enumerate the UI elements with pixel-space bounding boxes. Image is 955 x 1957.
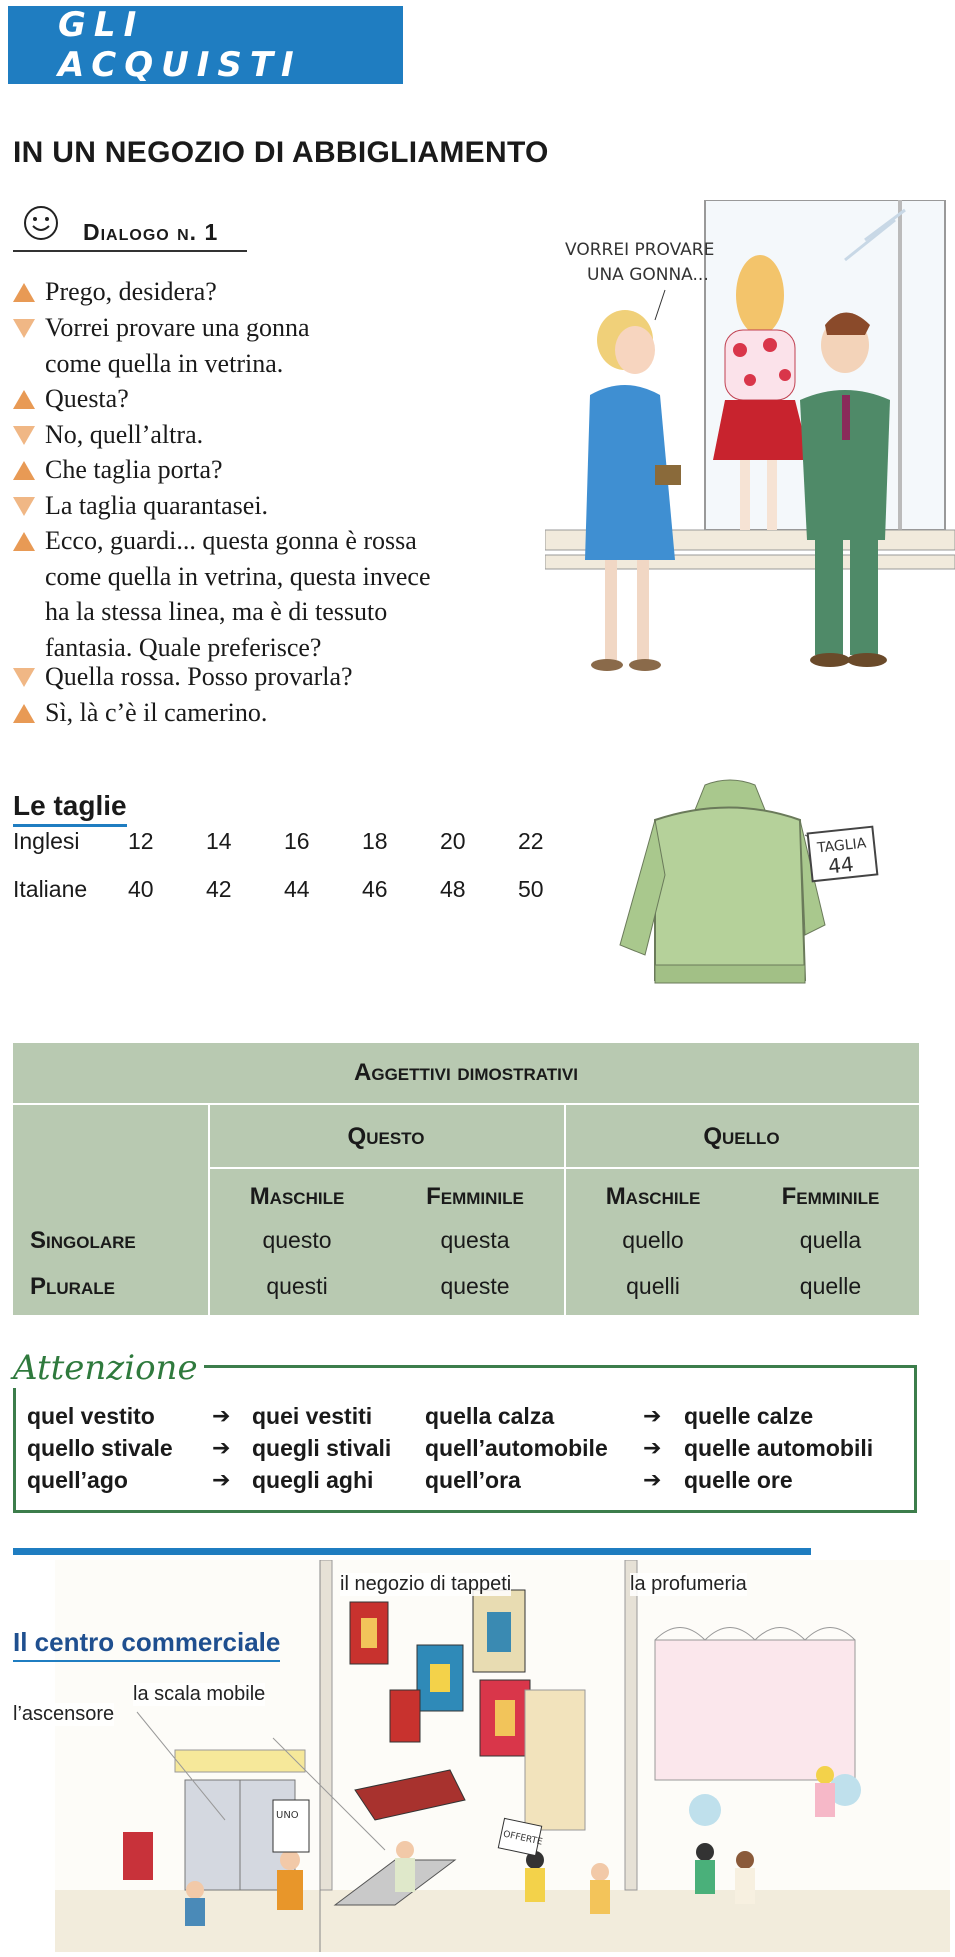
dialog-text: No, quell’altra. bbox=[45, 420, 204, 449]
col-header-quello: Quello bbox=[703, 1123, 780, 1150]
dialog-line bbox=[13, 695, 267, 730]
dialog-heading bbox=[13, 205, 247, 252]
dialog-title: Dialogo n. 1 bbox=[83, 219, 219, 245]
attention-to: quei vestiti bbox=[252, 1403, 373, 1429]
col-header-maschile: Maschile bbox=[605, 1183, 701, 1210]
size-cell: 50 bbox=[518, 876, 544, 902]
arrow-right-icon: ➔ bbox=[212, 1403, 231, 1428]
attention-to: quegli aghi bbox=[252, 1467, 374, 1493]
table-title: Aggettivi dimostrativi bbox=[354, 1059, 578, 1086]
sign-uno: UNO bbox=[276, 1810, 299, 1821]
dialog-line: ha la stessa linea, ma è di tessuto bbox=[45, 597, 388, 626]
section-divider bbox=[13, 1548, 811, 1555]
size-cell: 40 bbox=[128, 876, 154, 902]
page-banner: GLI ACQUISTI bbox=[8, 6, 403, 84]
triangle-up-icon bbox=[13, 532, 35, 551]
smiley-icon bbox=[23, 205, 59, 241]
size-cell: 42 bbox=[206, 876, 232, 902]
attention-to: quelle calze bbox=[684, 1403, 814, 1429]
attention-from: quell’automobile bbox=[425, 1435, 608, 1461]
table-cell: quelli bbox=[626, 1273, 680, 1299]
label-negozio-tappeti: il negozio di tappeti bbox=[340, 1573, 512, 1595]
mall-title: Il centro commerciale bbox=[13, 1627, 280, 1662]
attention-to: quelle automobili bbox=[684, 1435, 874, 1461]
col-header-femminile: Femminile bbox=[426, 1183, 524, 1210]
table-cell: queste bbox=[440, 1273, 510, 1299]
label-scala-mobile: la scala mobile bbox=[133, 1683, 266, 1705]
row-header-plurale: Plurale bbox=[30, 1273, 115, 1300]
shop-illustration bbox=[545, 200, 955, 680]
size-cell: 18 bbox=[362, 828, 388, 854]
dialog-text: La taglia quarantasei. bbox=[45, 491, 269, 520]
dialog-line bbox=[13, 274, 217, 309]
triangle-up-icon bbox=[13, 390, 35, 409]
attention-from: quell’ora bbox=[425, 1467, 521, 1493]
dialog-line bbox=[13, 381, 129, 416]
table-cell: questa bbox=[440, 1227, 510, 1253]
dialog-line bbox=[13, 488, 268, 523]
sweater-illustration bbox=[615, 775, 885, 1005]
label-ascensore: l’ascensore bbox=[13, 1703, 115, 1725]
col-header-femminile: Femminile bbox=[781, 1183, 880, 1210]
triangle-up-icon bbox=[13, 283, 35, 302]
table-cell: questi bbox=[266, 1273, 328, 1299]
triangle-up-icon bbox=[13, 704, 35, 723]
sizes-row-label-inglesi: Inglesi bbox=[13, 828, 80, 854]
mall-illustration bbox=[55, 1560, 950, 1952]
label-profumeria: la profumeria bbox=[630, 1573, 747, 1595]
arrow-right-icon: ➔ bbox=[212, 1467, 231, 1492]
row-header-singolare: Singolare bbox=[30, 1227, 136, 1254]
dialog-text: Ecco, guardi... questa gonna è rossa bbox=[45, 526, 417, 555]
table-cell: quelle bbox=[799, 1273, 862, 1299]
demonstratives-table bbox=[13, 1043, 919, 1315]
attention-to: quelle ore bbox=[684, 1467, 793, 1493]
attention-to: quegli stivali bbox=[252, 1435, 392, 1461]
arrow-right-icon: ➔ bbox=[643, 1435, 662, 1460]
triangle-down-icon bbox=[13, 319, 35, 338]
dialog-text: Quella rossa. Posso provarla? bbox=[45, 662, 353, 691]
arrow-right-icon: ➔ bbox=[643, 1403, 662, 1428]
triangle-down-icon bbox=[13, 497, 35, 516]
col-header-questo: Questo bbox=[347, 1123, 425, 1150]
triangle-down-icon bbox=[13, 668, 35, 687]
dialog-text: Prego, desidera? bbox=[45, 277, 217, 306]
size-tag-label: TAGLIA bbox=[816, 835, 868, 857]
attention-from: quell’ago bbox=[27, 1467, 128, 1493]
sizes-title: Le taglie bbox=[13, 790, 127, 827]
dialog-text: Vorrei provare una gonna bbox=[45, 313, 310, 342]
dialog-line: come quella in vetrina. bbox=[45, 349, 284, 378]
table-cell: questo bbox=[262, 1227, 332, 1253]
col-header-maschile: Maschile bbox=[249, 1183, 345, 1210]
size-tag-value: 44 bbox=[826, 851, 855, 879]
arrow-right-icon: ➔ bbox=[643, 1467, 662, 1492]
size-cell: 16 bbox=[284, 828, 310, 854]
speech-bubble-line2: UNA GONNA... bbox=[587, 265, 709, 285]
attention-from: quella calza bbox=[425, 1403, 555, 1429]
size-cell: 22 bbox=[518, 828, 544, 854]
attention-from: quel vestito bbox=[27, 1403, 155, 1429]
table-cell: quella bbox=[799, 1227, 862, 1253]
dialog-line: come quella in vetrina, questa invece bbox=[45, 562, 431, 591]
dialog-text: Che taglia porta? bbox=[45, 455, 223, 484]
triangle-down-icon bbox=[13, 426, 35, 445]
dialog-text: Sì, là c’è il camerino. bbox=[45, 698, 268, 727]
attention-title: Attenzione bbox=[13, 1348, 204, 1388]
dialog-line bbox=[13, 310, 309, 345]
section-title: IN UN NEGOZIO DI ABBIGLIAMENTO bbox=[13, 136, 549, 169]
size-cell: 48 bbox=[440, 876, 466, 902]
size-cell: 46 bbox=[362, 876, 388, 902]
dialog-text: Questa? bbox=[45, 384, 129, 413]
triangle-up-icon bbox=[13, 461, 35, 480]
size-cell: 44 bbox=[284, 876, 310, 902]
size-cell: 12 bbox=[128, 828, 154, 854]
attention-from: quello stivale bbox=[27, 1435, 173, 1461]
dialog-line bbox=[13, 523, 417, 558]
dialog-line bbox=[13, 659, 353, 694]
arrow-right-icon: ➔ bbox=[212, 1435, 231, 1460]
dialog-line bbox=[13, 452, 223, 487]
size-cell: 14 bbox=[206, 828, 232, 854]
dialog-line: fantasia. Quale preferisce? bbox=[45, 633, 322, 662]
sizes-row-label-italiane: Italiane bbox=[13, 876, 88, 902]
sign-offerte: OFFERTE bbox=[502, 1829, 544, 1848]
dialog-line bbox=[13, 417, 203, 452]
table-cell: quello bbox=[622, 1227, 684, 1253]
size-cell: 20 bbox=[440, 828, 466, 854]
speech-bubble-line1: VORREI PROVARE bbox=[565, 240, 715, 260]
